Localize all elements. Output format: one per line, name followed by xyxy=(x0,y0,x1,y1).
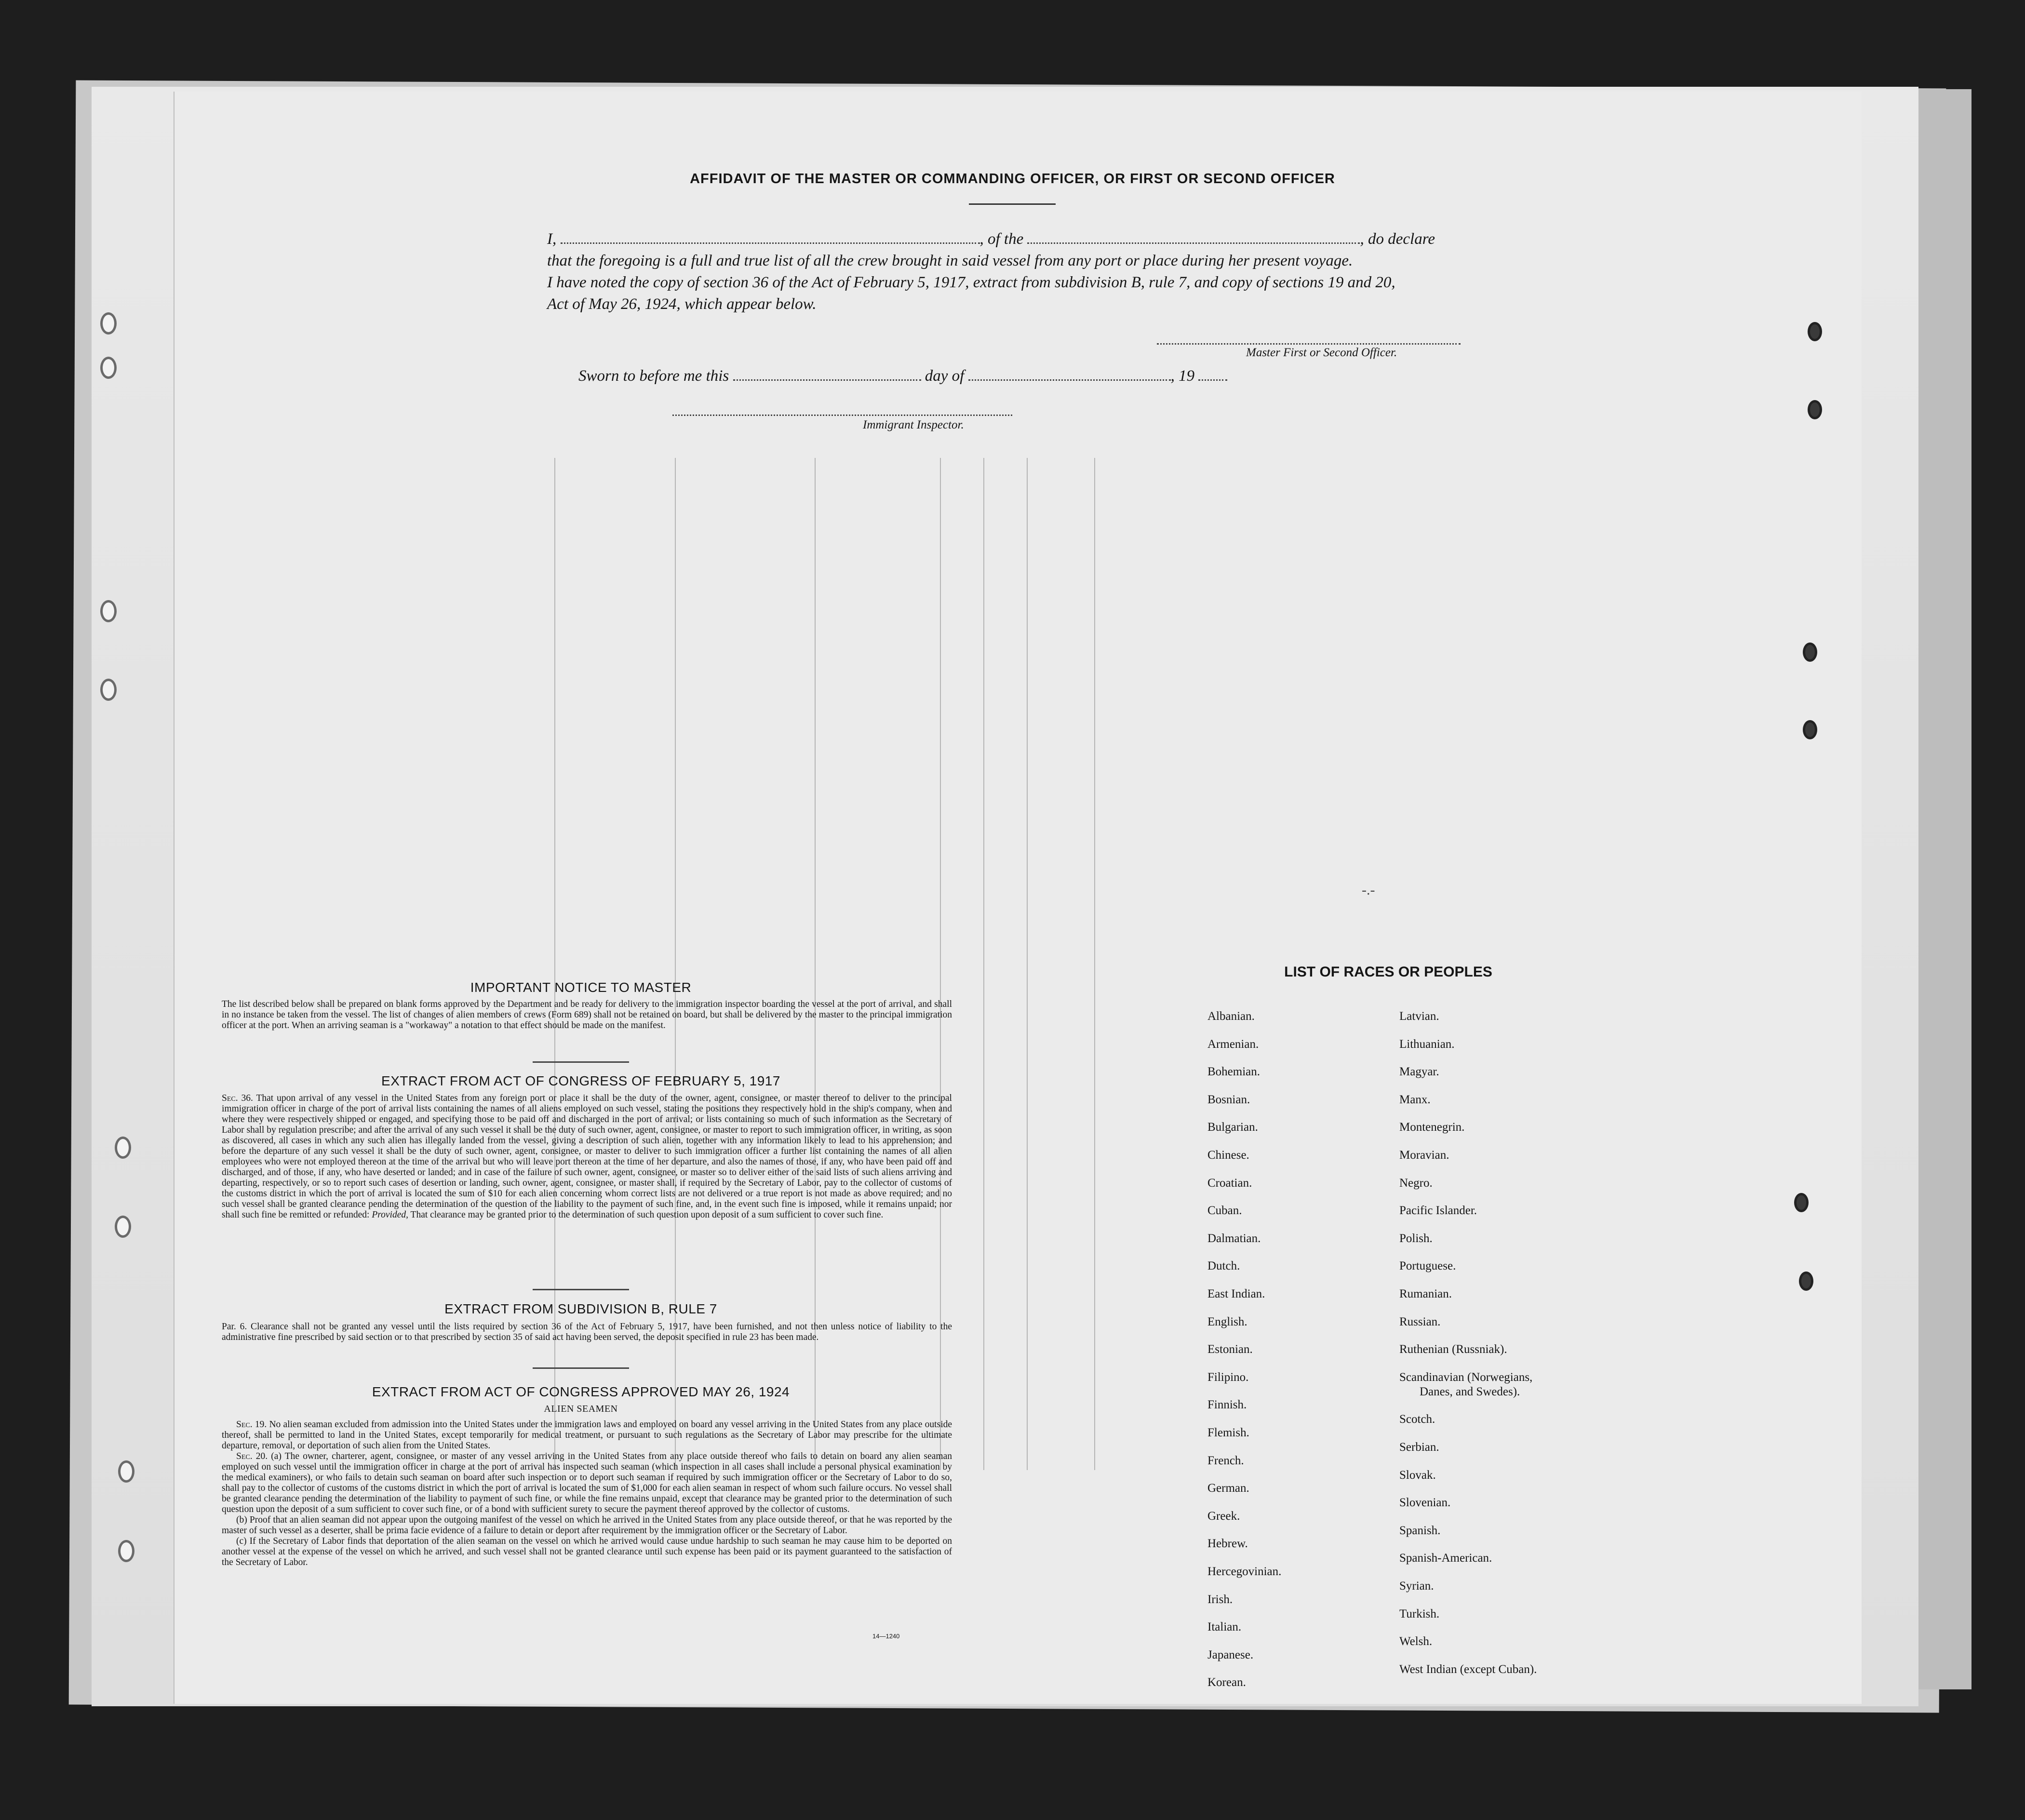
punch-hole xyxy=(100,600,117,622)
race-entry: Pacific Islander. xyxy=(1399,1204,1477,1218)
affidavit-line-4: Act of May 26, 1924, which appear below. xyxy=(547,295,817,313)
notice-title: IMPORTANT NOTICE TO MASTER xyxy=(470,980,692,995)
sworn-prefix: Sworn to before me this xyxy=(578,367,729,385)
race-entry: Armenian. xyxy=(1207,1037,1259,1051)
punch-hole xyxy=(1803,642,1817,662)
race-entry: Welsh. xyxy=(1399,1635,1433,1648)
race-entry: Danes, and Swedes). xyxy=(1420,1385,1520,1398)
sec20a-paragraph xyxy=(222,1451,952,1515)
race-entry: Croatian. xyxy=(1207,1176,1252,1190)
races-title: LIST OF RACES OR PEOPLES xyxy=(1284,964,1492,980)
race-entry: Slovenian. xyxy=(1399,1496,1451,1510)
race-entry: Portuguese. xyxy=(1399,1259,1456,1273)
race-entry: French. xyxy=(1207,1454,1244,1467)
section-divider xyxy=(533,1289,629,1290)
race-entry: Latvian. xyxy=(1399,1010,1439,1023)
race-entry: Slovak. xyxy=(1399,1468,1436,1482)
sworn-day-field[interactable] xyxy=(733,379,921,381)
race-entry: Spanish. xyxy=(1399,1524,1441,1537)
subdivision-b-body: Par. 6. Clearance shall not be granted any vessel until the lists required by section 36 of the Act of February 5, 1917, have been furnished, and not then unless notice of liability to the administrative fine prescribed by said section or to that prescribed by section 35 of said act having been served, the deposit specified in rule 23 has been made. xyxy=(222,1322,952,1342)
punch-hole xyxy=(115,1216,131,1238)
race-entry: Finnish. xyxy=(1207,1398,1247,1412)
sec19-paragraph xyxy=(222,1419,952,1451)
race-entry: Polish. xyxy=(1399,1231,1433,1245)
section-divider xyxy=(533,1061,629,1063)
race-entry: Greek. xyxy=(1207,1509,1240,1523)
sworn-month-field[interactable] xyxy=(968,379,1171,381)
punch-hole xyxy=(115,1137,131,1159)
race-entry: Estonian. xyxy=(1207,1343,1253,1356)
subdivision-b-title: EXTRACT FROM SUBDIVISION B, RULE 7 xyxy=(444,1301,717,1316)
extract-1924-body xyxy=(222,1419,952,1568)
master-signature-line[interactable] xyxy=(1157,343,1461,345)
race-entry: Manx. xyxy=(1399,1093,1431,1106)
race-entry: Russian. xyxy=(1399,1315,1441,1328)
master-signature-label: Master First or Second Officer. xyxy=(1246,346,1397,359)
vessel-name-field[interactable] xyxy=(1027,242,1360,244)
race-entry: Syrian. xyxy=(1399,1579,1434,1592)
extract-1917-title: EXTRACT FROM ACT OF CONGRESS OF FEBRUARY 5, 1917 xyxy=(381,1073,780,1088)
pen-mark: -.- xyxy=(1362,882,1375,898)
race-entry: Cuban. xyxy=(1207,1204,1242,1218)
race-entry: Bohemian. xyxy=(1207,1065,1261,1079)
race-entry: Italian. xyxy=(1207,1620,1242,1634)
punch-hole xyxy=(1799,1271,1813,1291)
sec20c-paragraph: (c) If the Secretary of Labor finds that deportation of the alien seaman on the vessel on which he arrived would cause undue hardship to such seaman he may cause him to be deported on another vessel at the expense of the vessel on which he arrived, and such vessel shall not be granted clearance until such expense has been paid or its payment guaranteed to the satisfaction of the Secretary of Labor. xyxy=(222,1536,952,1567)
race-entry: Dalmatian. xyxy=(1207,1231,1261,1245)
punch-hole xyxy=(100,679,117,701)
race-entry: Moravian. xyxy=(1399,1149,1449,1162)
punch-hole xyxy=(118,1540,134,1562)
race-entry: East Indian. xyxy=(1207,1287,1265,1300)
race-entry: Ruthenian (Russniak). xyxy=(1399,1343,1507,1356)
punch-hole xyxy=(100,312,117,335)
race-entry: Turkish. xyxy=(1399,1607,1440,1620)
sworn-day-of: day of xyxy=(925,367,965,385)
race-entry: Bosnian. xyxy=(1207,1093,1250,1106)
declare-suffix: , do declare xyxy=(1360,230,1435,248)
proviso-text: That clearance may be granted prior to the determination of such question upon deposit of a sum sufficient to cover such fine. xyxy=(410,1210,884,1220)
bleed-column-line xyxy=(1027,458,1028,1470)
race-entry: Chinese. xyxy=(1207,1149,1249,1162)
race-entry: Irish. xyxy=(1207,1592,1233,1606)
race-entry: Magyar. xyxy=(1399,1065,1439,1079)
notice-body: The list described below shall be prepared on blank forms approved by the Department and be ready for delivery to the immigration inspector boarding the vessel at the port of arrival, and shall in no instance be taken from the vessel. The list of changes of alien members of crews (Form 689) shall not be retained on board, but shall be delivered by the master to the principal immigration officer at the port. When an arriving seaman is a "workaway" a notation to that effect should be made on the manifest. xyxy=(222,999,952,1030)
affidavit-line-1 xyxy=(547,230,1435,248)
extract-1924-title: EXTRACT FROM ACT OF CONGRESS APPROVED MAY 26, 1924 xyxy=(372,1384,790,1399)
sec19-text: No alien seaman excluded from admission into the United States under the immigration laws and employed on board any vessel arriving in the United States from any place outside thereof, shall be permitted to land in the United States, except temporarily for medical treatment, or pursuant to such regulations as the Secretary of Labor may prescribe for the ultimate departure, removal, or deportation of such alien from the United States. xyxy=(222,1419,952,1451)
punch-hole xyxy=(1808,322,1822,341)
inspector-signature-line[interactable] xyxy=(672,415,1012,416)
title-rule xyxy=(969,203,1056,205)
form-number: 14—1240 xyxy=(872,1633,900,1640)
bleed-column-line xyxy=(675,458,676,1470)
race-entry: Bulgarian. xyxy=(1207,1121,1258,1134)
bleed-column-line xyxy=(815,458,816,1470)
declarant-name-field[interactable] xyxy=(561,242,980,244)
punch-hole xyxy=(118,1460,134,1483)
extract-1917-body xyxy=(222,1093,952,1220)
race-entry: Negro. xyxy=(1399,1176,1433,1190)
affidavit-title: AFFIDAVIT OF THE MASTER OR COMMANDING OFFICER, OR FIRST OR SECOND OFFICER xyxy=(690,171,1335,187)
sec36-text: That upon arrival of any vessel in the United States from any foreign port or place it shall be the duty of the owner, agent, consignee, or master thereof to deliver to the principal immigration officer in charge of the port of arrival lists containing the names of all aliens employed on such vessel, stating the positions they respectively hold in the ship's company, when and where they were respectively shipped or engaged, and specifying those to be paid off and discharged in the port of arrival; or lists containing so much of such information as the Secretary of Labor shall by regulation prescribe; and after the arrival of any such vessel it shall be the duty of such owner, agent, consignee, or master to report to such immigration officer, in writing, as soon as discovered, all cases in which any such alien has illegally landed from the vessel, giving a description of such alien, together with any information likely to lead to his apprehension; and before the departure of any such vessel it shall be the duty of such owner, agent, consignee, or master to deliver to such immigration officer a further list containing the names of all alien employees who were not employed thereon at the time of the arrival but who will leave port thereon at the time of her departure, and also the names of those, if any, who have been paid off and discharged, and of those, if any, who have deserted or landed; and in case of the failure of such owner, agent, consignee, or master so to deliver either of the said lists of such aliens arriving and departing, respectively, or so to report such cases of desertion or landing, such owner, agent, consignee, or master shall, if required by the Secretary of Labor, pay to the collector of customs of the customs district in which the port of arrival is located the sum of $10 for each alien concerning whom correct lists are not delivered or a true report is not made as above required; and no such vessel shall be granted clearance pending the determination of the question of the liability to the payment of such fine, and, in the event such fine is imposed, while it remains unpaid; nor shall such fine be remitted or refunded: xyxy=(222,1093,952,1220)
sworn-year-field[interactable] xyxy=(1198,379,1227,381)
affidavit-line-3: I have noted the copy of section 36 of the Act of February 5, 1917, extract from subdivision B, rule 7, and copy of sections 19 and 20, xyxy=(547,274,1395,291)
vessel-prefix: , of the xyxy=(979,230,1024,248)
punch-hole xyxy=(1803,720,1817,739)
sworn-year-prefix: , 19 xyxy=(1170,367,1195,385)
declarant-prefix: I, xyxy=(547,230,557,248)
sec20-label: Sec. 20. xyxy=(236,1451,268,1461)
punch-hole xyxy=(1794,1193,1809,1212)
bleed-column-line xyxy=(940,458,941,1470)
race-entry: Dutch. xyxy=(1207,1259,1240,1273)
alien-seamen-subtitle: ALIEN SEAMEN xyxy=(544,1404,618,1414)
affidavit-line-2: that the foregoing is a full and true list of all the crew brought in said vessel from any port or place during her present voyage. xyxy=(547,252,1353,269)
sec36-label: Sec. 36. xyxy=(222,1093,253,1103)
race-entry: Hebrew. xyxy=(1207,1537,1248,1551)
race-entry: West Indian (except Cuban). xyxy=(1399,1662,1537,1676)
bleed-column-line xyxy=(983,458,984,1470)
race-entry: Scotch. xyxy=(1399,1413,1435,1426)
punch-hole xyxy=(1808,400,1822,419)
section-divider xyxy=(533,1367,629,1369)
race-entry: Montenegrin. xyxy=(1399,1121,1465,1134)
race-entry: Japanese. xyxy=(1207,1648,1254,1661)
race-entry: Scandinavian (Norwegians, xyxy=(1399,1370,1533,1384)
sec19-label: Sec. 19. xyxy=(236,1419,267,1430)
race-entry: Lithuanian. xyxy=(1399,1037,1455,1051)
race-entry: Spanish-American. xyxy=(1399,1552,1492,1565)
race-entry: Serbian. xyxy=(1399,1441,1439,1454)
proviso-label: Provided, xyxy=(372,1210,408,1220)
bleed-column-line xyxy=(1094,458,1095,1470)
race-entry: Flemish. xyxy=(1207,1426,1249,1439)
race-entry: Korean. xyxy=(1207,1676,1246,1689)
race-entry: Rumanian. xyxy=(1399,1287,1452,1300)
race-entry: German. xyxy=(1207,1482,1249,1495)
sec20b-paragraph: (b) Proof that an alien seaman did not appear upon the outgoing manifest of the vessel on which he arrived in the United States from any place outside thereof, or that he was reported by the master of such vessel as a deserter, shall be prima facie evidence of a failure to detain or deport after requirement by the immigration officer or the Secretary of Labor. xyxy=(222,1515,952,1536)
punch-hole xyxy=(100,357,117,379)
race-entry: English. xyxy=(1207,1315,1247,1328)
sworn-line xyxy=(578,367,1227,385)
race-entry: Albanian. xyxy=(1207,1010,1255,1023)
bleed-column-line xyxy=(554,458,555,1470)
race-entry: Filipino. xyxy=(1207,1370,1249,1384)
sec20a-text: (a) The owner, charterer, agent, consignee, or master of any vessel arriving in the United States from any place outside thereof who fails to detain on board any alien seaman employed on such vessel until the immigration officer in charge at the port of arrival has inspected such seaman (which inspection in all cases shall include a personal physical examination by the medical examiners), or who fails to detain such seaman on board after such inspection or to deport such seaman if required by such immigration officer or the Secretary of Labor to do so, shall pay to the collector of customs of the customs district in which the port of arrival is located the sum of $1,000 for each alien seaman in respect of whom such failure occurs. No vessel shall be granted clearance pending the determination of the liability to payment of such fine, or while the fine remains unpaid, except that clearance may be granted prior to the determination of such question upon the deposit of a sum sufficient to cover such fine, or of a bond with sufficient surety to secure the payment thereof approved by the collector of customs. xyxy=(222,1451,952,1514)
inspector-signature-label: Immigrant Inspector. xyxy=(863,418,964,431)
race-entry: Hercegovinian. xyxy=(1207,1565,1282,1578)
